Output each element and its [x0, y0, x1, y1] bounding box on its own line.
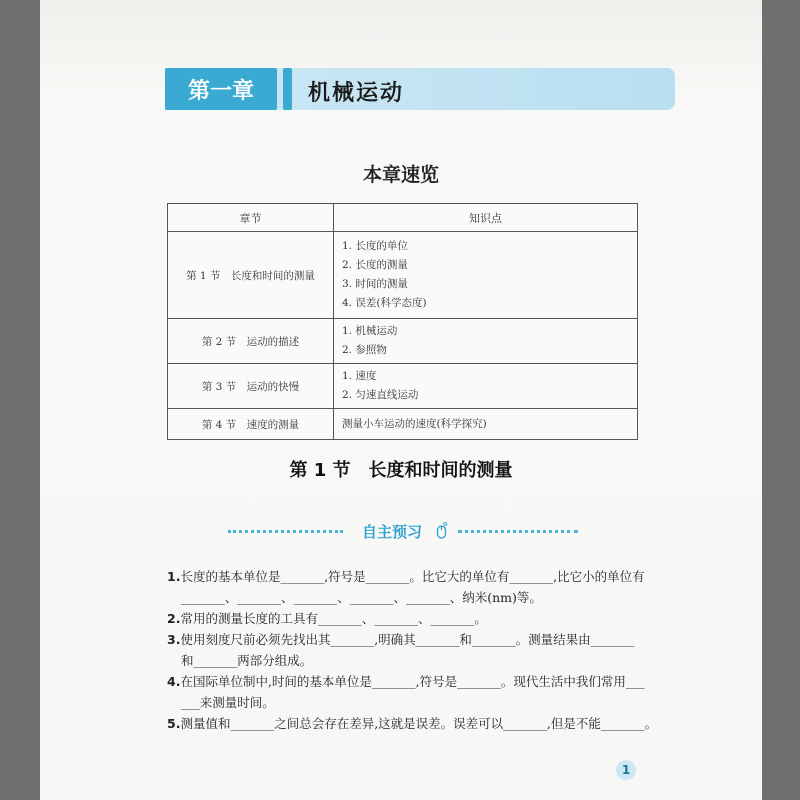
row-points [334, 232, 638, 319]
row-points [334, 409, 638, 440]
dotted-divider-right [458, 530, 578, 533]
table-row [168, 232, 638, 319]
chapter-title: 机械运动 [308, 81, 405, 106]
knowledge-point: 3. 时间的测量 [342, 278, 408, 290]
question-item [167, 713, 658, 734]
knowledge-point: 2. 匀速直线运动 [342, 389, 419, 401]
question-text: 测量值和_______之间总会存在差异,这就是误差。误差可以_______,但是不能_______。 [180, 716, 658, 731]
row-section: 第 3 节 运动的快慢 [168, 364, 334, 409]
question-number: 3. [167, 632, 181, 647]
question-continuation: ___来测量时间。 [181, 695, 275, 710]
knowledge-point: 1. 速度 [342, 370, 377, 382]
knowledge-point: 测量小车运动的速度(科学探究) [342, 417, 487, 430]
knowledge-point: 2. 参照物 [342, 344, 387, 356]
question-list [167, 566, 658, 734]
row-points [334, 319, 638, 364]
question-text: 在国际单位制中,时间的基本单位是_______,符号是_______。现代生活中我们常用___ [180, 674, 645, 689]
question-continuation: _______、_______、_______、_______、_______、纳米(nm)等。 [181, 590, 542, 605]
header-points: 知识点 [334, 204, 638, 232]
knowledge-point: 1. 机械运动 [342, 325, 398, 337]
question-continuation: 和_______两部分组成。 [181, 653, 313, 668]
question-item [167, 629, 647, 650]
subheading: 自主预习 [362, 523, 423, 541]
knowledge-point: 4. 误差(科学态度) [342, 297, 427, 309]
mouse-icon [436, 521, 448, 539]
question-number: 4. [167, 674, 181, 689]
question-text: 长度的基本单位是_______,符号是_______。比它大的单位有_______,比它小的单位有 [180, 569, 645, 584]
question-number: 5. [167, 716, 181, 731]
chapter-tab-accent [283, 68, 292, 110]
question-item [167, 608, 647, 629]
overview-table [167, 203, 638, 440]
page-number: 1 [616, 760, 636, 780]
book-page [40, 0, 762, 800]
question-text: 使用刻度尺前必须先找出其_______,明确其_______和_______。测量结果由_______ [180, 632, 635, 647]
table-header-row [168, 204, 638, 232]
table-row [168, 319, 638, 364]
question-number: 1. [167, 569, 181, 584]
row-section: 第 2 节 运动的描述 [168, 319, 334, 364]
question-item [167, 671, 647, 692]
row-points [334, 364, 638, 409]
question-number: 2. [167, 611, 181, 626]
knowledge-point: 2. 长度的测量 [342, 259, 408, 271]
row-section: 第 1 节 长度和时间的测量 [168, 232, 334, 319]
row-section: 第 4 节 速度的测量 [168, 409, 334, 440]
table-row [168, 409, 638, 440]
chapter-label: 第一章 [165, 68, 277, 110]
knowledge-point: 1. 长度的单位 [342, 240, 408, 252]
question-item [167, 566, 647, 587]
header-section: 章节 [168, 204, 334, 232]
overview-title: 本章速览 [362, 164, 439, 186]
dotted-divider-left [228, 530, 343, 533]
table-row [168, 364, 638, 409]
question-text: 常用的测量长度的工具有_______、_______、_______。 [180, 611, 487, 626]
section-title: 第 1 节 长度和时间的测量 [289, 460, 513, 481]
